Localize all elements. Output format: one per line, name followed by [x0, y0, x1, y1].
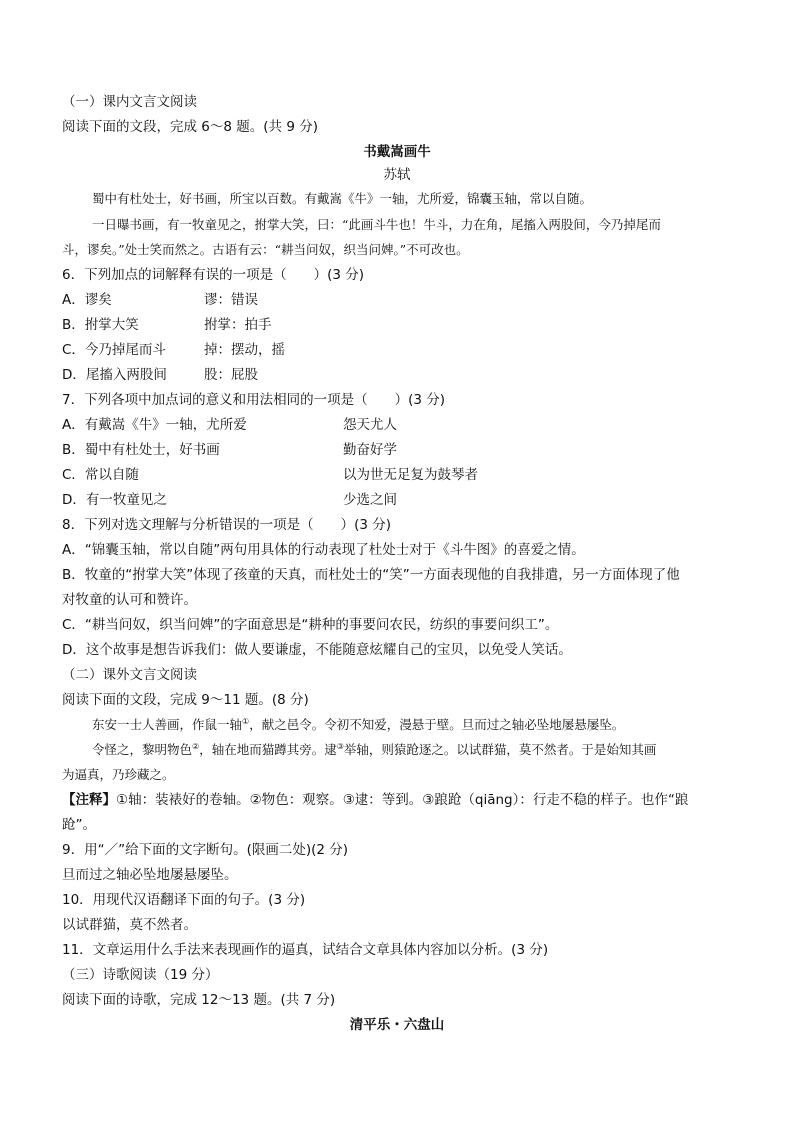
section3-heading: （三）诗歌阅读（19 分） — [62, 967, 219, 983]
q7-option-d-left: D．有一牧童见之 — [62, 492, 167, 508]
passage2-para1: 东安一士人善画，作鼠一轴①，献之邑令。令初不知爱，漫悬于壁。旦而过之轴必坠地屡悬屡坠。 — [92, 716, 625, 732]
section1-instruction: 阅读下面的文段，完成 6～8 题。(共 9 分) — [62, 119, 318, 135]
q8-stem: 8．下列对选文理解与分析错误的一项是（ ）(3 分) — [62, 517, 392, 533]
q6-option-a-gloss: 谬：错误 — [204, 292, 258, 308]
q6-option-d-gloss: 股：屁股 — [204, 367, 258, 383]
passage-para1: 蜀中有杜处士，好书画，所宝以百数。有戴嵩《牛》一轴，尤所爱，锦囊玉轴，常以自随。 — [92, 191, 593, 206]
passage2-para2-line1: 令怪之，黎明物色②，轴在地而猫蹲其旁。逮③举轴，则猿跄逐之。以试群猫，莫不然者。于是始知其画 — [92, 741, 657, 757]
q9-text: 旦而过之轴必坠地屡悬屡坠。 — [62, 867, 238, 883]
passage-title: 书戴嵩画牛 — [363, 144, 431, 160]
q7-stem: 7．下列各项中加点词的意义和用法相同的一项是（ ）(3 分) — [62, 392, 446, 408]
annotation-line2: 跄”。 — [62, 817, 96, 833]
q7-option-b-right: 勤奋好学 — [343, 442, 397, 458]
q7-option-b-left: B．蜀中有杜处士，好书画 — [62, 442, 220, 458]
poem-title: 清平乐・六盘山 — [349, 1017, 445, 1033]
annotation-line1: 【注释】①轴：装裱好的卷轴。②物色：观察。③逮：等到。③踉跄（qiāng）：行走不稳的样子。也作“踉 — [62, 792, 689, 808]
passage-para2-line1: 一日曝书画，有一牧童见之，拊掌大笑，曰：“此画斗牛也！牛斗，力在角，尾搐入两股间，今乃掉尾而 — [92, 217, 661, 232]
q11-stem: 11．文章运用什么手法来表现画作的逼真，试结合文章具体内容加以分析。(3 分) — [62, 942, 549, 958]
q8-option-c: C．“耕当问奴，织当问婢”的字面意思是“耕种的事要问农民，纺织的事要问织工”。 — [62, 617, 559, 633]
q6-option-b-label: B．拊掌大笑 — [62, 317, 139, 333]
q6-stem: 6．下列加点的词解释有误的一项是（ ）(3 分) — [62, 267, 365, 283]
q6-option-b-gloss: 拊掌：拍手 — [204, 317, 272, 333]
q8-option-d: D．这个故事是想告诉我们：做人要谦虚，不能随意炫耀自己的宝贝，以免受人笑话。 — [62, 642, 572, 658]
section1-heading: （一）课内文言文阅读 — [62, 94, 197, 110]
q10-text: 以试群猫，莫不然者。 — [62, 917, 197, 933]
passage2-para2-line2: 为逼真，乃珍藏之。 — [62, 767, 175, 782]
passage-para2-line2: 斗，谬矣。”处士笑而然之。古语有云：“耕当问奴，织当问婢。”不可改也。 — [62, 242, 469, 257]
q8-option-b-line2: 对牧童的认可和赞许。 — [62, 592, 197, 608]
q7-option-c-right: 以为世无足复为鼓琴者 — [343, 467, 478, 483]
q7-option-a-left: A．有戴嵩《牛》一轴，尤所爱 — [62, 417, 247, 433]
q10-stem: 10．用现代汉语翻译下面的句子。(3 分) — [62, 892, 306, 908]
q8-option-b-line1: B．牧童的“拊掌大笑”体现了孩童的天真，而杜处士的“笑”一方面表现他的自我排遣，另一方面体现了他 — [62, 567, 680, 583]
annotation-label: 【注释】 — [62, 792, 116, 808]
q8-option-a: A．“锦囊玉轴，常以自随”两句用具体的行动表现了杜处士对于《斗牛图》的喜爱之情。 — [62, 542, 585, 558]
q9-stem: 9．用“／”给下面的文字断句。(限画二处)(2 分) — [62, 842, 349, 858]
section3-instruction: 阅读下面的诗歌，完成 12～13 题。(共 7 分) — [62, 992, 336, 1008]
section2-instruction: 阅读下面的文段，完成 9～11 题。(8 分) — [62, 692, 309, 708]
q7-option-c-left: C．常以自随 — [62, 467, 139, 483]
q7-option-a-right: 怨天尤人 — [343, 417, 397, 433]
q6-option-d-label: D．尾搐入两股间 — [62, 367, 167, 383]
q6-option-c-gloss: 掉：摆动，摇 — [204, 342, 285, 358]
q7-option-d-right: 少选之间 — [343, 492, 397, 508]
passage-author: 苏轼 — [383, 167, 411, 183]
q6-option-a-label: A．谬矣 — [62, 292, 112, 308]
q6-option-c-label: C．今乃掉尾而斗 — [62, 342, 166, 358]
section2-heading: （二）课外文言文阅读 — [62, 667, 197, 683]
